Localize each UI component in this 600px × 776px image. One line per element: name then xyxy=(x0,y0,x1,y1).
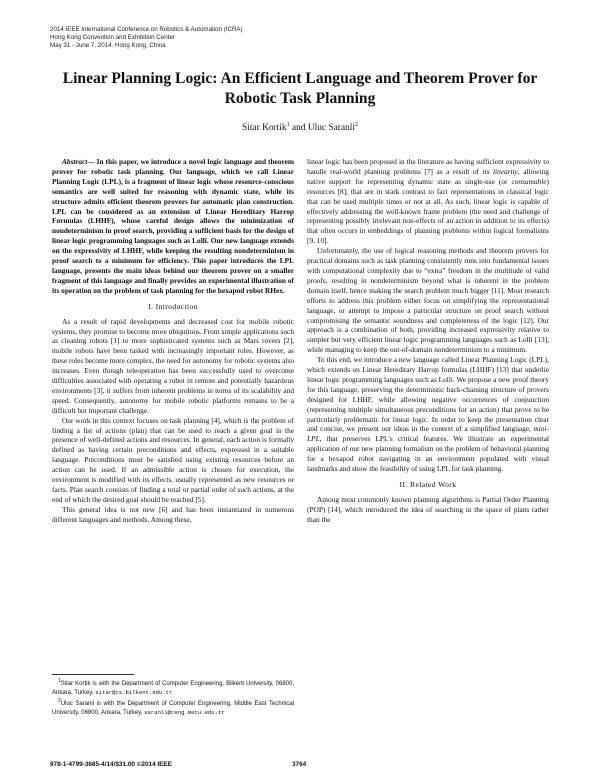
emphasis-linearity: linearity xyxy=(493,166,518,176)
author-1-mark: 1 xyxy=(286,122,290,128)
left-column xyxy=(52,157,294,525)
text-run: , allowing native support for representing dynamic state as single-use (or xyxy=(307,166,549,186)
author-1: Sitar Kortik xyxy=(242,123,287,134)
text-run: linear logic has been proposed in the literature as having sufficient expressivity to handle real-world planning problems [7] as a result of its xyxy=(307,157,549,176)
abstract-label: Abstract xyxy=(62,157,88,166)
footnote-2 xyxy=(52,698,294,717)
intro-paragraph-3: This general idea is not new [6] and has been instantiated in numerous different languages and methods. Among these, xyxy=(52,504,294,524)
section-heading-related-work: II. Related Work xyxy=(399,480,457,489)
conference-line-2: Hong Kong Convention and Exhibition Center xyxy=(50,34,175,42)
section-heading-introduction: I. Introduction xyxy=(148,301,198,311)
footnotes xyxy=(52,674,294,719)
text-run: ) resources [8], that are in stark contrast to fact representations in classical logic that can be used multiple times or not at all. As such, linear logic is capable of effectively addressing the well-known frame problem (the need and challenge of representing possibly irrelevant non-effects of an action in addition to its effects) that often occurs in embeddings of planning problems within logical formalisms [9, 10]. xyxy=(307,176,549,246)
footnote-1-mark: 1 xyxy=(58,678,61,684)
right-paragraph-3 xyxy=(307,355,549,474)
right-paragraph-1 xyxy=(307,157,549,246)
intro-paragraph-1: As a result of rapid developments and decreased cost for mobile robotic systems, they promise to become more ubiquitous. From simple applications such as cleaning robots [1] to more sophisticated systems such as Mars rovers [2], mobile robots have been tasked with increasingly important roles. However, as these roles become more complex, the need for autonomy for robotic systems also increases. Even though teleoperation has been successfully used to overcome difficulties associated with operating a robot in remote and potentially hazardous environments [3], it suffers from inherent problems in terms of its scalability and speed. Consequently, autonomy for mobile robotic platforms remains to be a difficult but important challenge. xyxy=(52,316,294,415)
abstract-text: — In this paper, we introduce a novel logic language and theorem prover for robotic task planning. Our language, which we call Linear Planning Logic (LPL), is a fragment of linear logic whose resource-conscious semantics are well suited for reasoning with dynamic state, while its structure admits efficient theorem provers for automatic plan construction. LPL can be considered as an extension of Linear Hereditary Harrop Formulas (LHHF), whose careful design allows the minimization of nondeterminism in proof search, providing a sufficient basis for the design of linear logic programming languages such as Lolli. Our new language extends on the expressivity of LHHF, while keeping the resulting nondeterminism in proof search to a minimum for efficiency. This paper introduces the LPL language, presents the main ideas behind our theorem prover on a smaller fragment of this language and finally provides an experimental illustration of its operation on the problem of task planning for the hexapod robot RHex. xyxy=(52,157,294,295)
footnote-2-mark: 2 xyxy=(58,698,61,705)
authors xyxy=(40,122,560,133)
intro-paragraph-2: Our work in this context focuses on task planning [4], which is the problem of finding a list of actions (plan) that can be used to reach a given goal in the presence of well-defined actions and resources. In general, each action is formally defined as having certain preconditions and effects, expressed in a suitable language. Preconditions must be satisfied using existing resources before an action can be used. If an admissible action is chosen for execution, the environment is modified with its effects, usually represented as new resources or facts. Plan search consists of finding a total or partial order of such actions, at the end of which the desired goal should be reached [5]. xyxy=(52,415,294,504)
abstract xyxy=(52,157,294,296)
footer-isbn: 978-1-4799-3685-4/14/$31.00 ©2014 IEEE xyxy=(50,761,172,768)
author-and: and xyxy=(289,123,308,134)
right-column xyxy=(307,157,549,525)
conference-header xyxy=(50,26,243,51)
footer-page-number: 3764 xyxy=(292,761,307,768)
emphasis-consumable: consumable xyxy=(511,176,547,186)
author-2-mark: 2 xyxy=(354,122,358,128)
author-2: Uluc Saranli xyxy=(307,123,355,134)
right-paragraph-2: Unfortunately, the use of logical reasoning methods and theorem provers for practical domains such as task planning consistently runs into fundamental issues with computational complexity due to “extra” freedom in the multitude of valid proofs, resulting in nondeterminism beyond what is inherent in the problem domain itself, hence making the search problem much bigger [11]. Most research efforts to address this problem either focus on simplifying the representational language, or attempt to impose a particular structure on proof search without compromising the semantic soundness and completeness of the logic [12]. Our approach is a combination of both, providing increased expressivity relative to simpler but very efficient linear logic programming languages such as Lolli [13], while managing to keep the out-of-domain nondeterminism to a minimum. xyxy=(307,246,549,355)
text-run: To this end, we introduce a new language called Linear Planning Logic (LPL), which extends on Linear Hereditary Harrop formulas (LHHF) [13] that underlie linear logic programming languages such as Lolli. We propose a new proof theory for this language, preserving the deterministic back-chaining structure of provers designed for LHHF, while allowing negative occurrences of conjunction (representing multiple simultaneous preconditions for an action) that prove to be particularly problematic for linear logic. In order to keep the presentation clear and concise, we present our ideas in the context of a simplified language, xyxy=(307,355,549,434)
paper-title-line-1: Linear Planning Logic: An Efficient Language and Theorem Prover for xyxy=(62,70,538,87)
footnote-2-email: saranli@ceng.metu.edu.tr xyxy=(144,709,225,717)
footnote-1 xyxy=(52,678,294,697)
emphasis-mini-lpl: mini-LPL xyxy=(307,424,549,444)
footnote-1-text: Sitar Kortik is with the Department of Computer Engineering, Bilkent University, 06800, Ankara, Turkey, xyxy=(52,681,294,696)
related-paragraph-1: Among most commonly known planning algorithms is Partial Order Planning (POP) [14], which introduced the idea of searching in the space of plans rather than the xyxy=(307,494,549,524)
conference-line-3: May 31 - June 7, 2014. Hong Kong, China xyxy=(50,42,166,50)
conference-line-1: 2014 IEEE International Conference on Robotics & Automation (ICRA) xyxy=(50,26,243,33)
paper-title xyxy=(40,69,560,109)
footnote-1-email: sitar@cs.bilkent.edu.tr xyxy=(95,688,173,696)
paper-title-line-2: Robotic Task Planning xyxy=(224,90,376,107)
footnote-2-text: Uluc Saranli is with the Department of Computer Engineering, Middle East Technical University, 06800, Ankara, Turkey, xyxy=(52,701,294,717)
text-run: , that preserves LPL's critical features. We illustrate an experimental application of our new planning formalism on the problem of behavioral planning for a hexapod robot navigating in an environment populated with visual landmarks and show the feasibility of using LPL for task planning. xyxy=(307,434,549,474)
footnote-rule xyxy=(52,674,134,675)
